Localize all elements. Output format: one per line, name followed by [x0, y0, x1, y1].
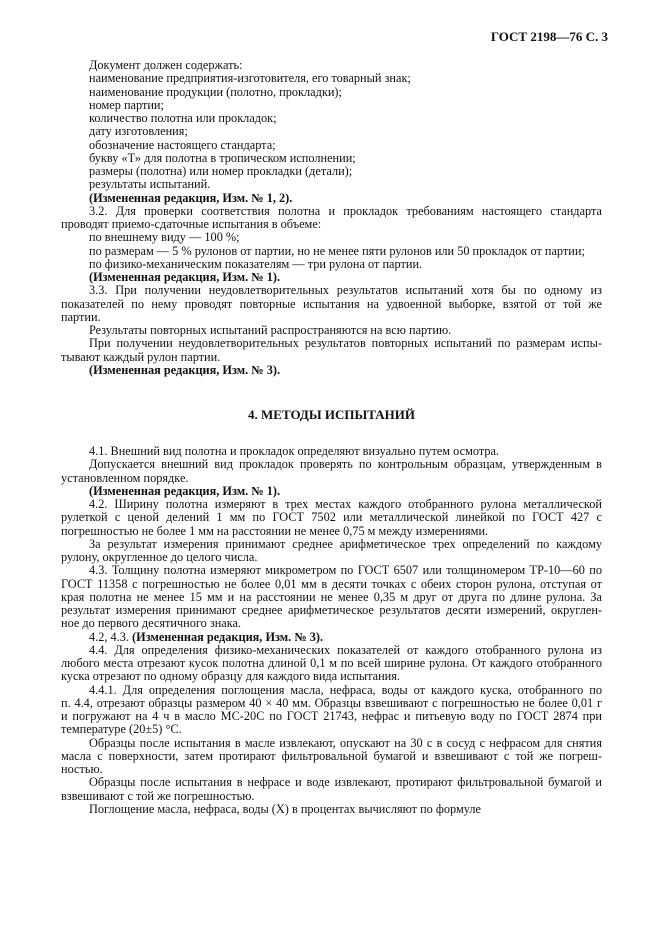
line-text: ностью. — [61, 762, 103, 776]
line-text: наименование продукции (полотно, прокладки); — [89, 84, 342, 99]
paragraph — [61, 324, 602, 337]
text-line — [61, 59, 602, 72]
text-line — [61, 803, 602, 816]
paragraph — [61, 125, 602, 138]
amendment-note — [61, 485, 602, 498]
line-text: букву «Т» для полотна в тропическом исполнении; — [89, 150, 356, 165]
line-text: температуре (20±5) °С. — [61, 722, 182, 737]
line-text: края полотна не менее 15 мм и на расстоянии не менее 0,35 м друг от друга по длине рулона. За — [61, 589, 602, 604]
line-text: по размерам — 5 % рулонов от партии, но не менее пяти рулонов или 50 прокладок от партии; — [89, 243, 585, 258]
line-text: Поглощение масла, нефраса, воды (X) в процентах вычисляют по формуле — [89, 801, 481, 816]
amendment-note — [61, 271, 602, 284]
line-text: Результаты повторных испытаний распространяются на всю партию. — [89, 323, 452, 337]
amendment-note — [61, 192, 602, 205]
line-text: установленном порядке. — [61, 470, 189, 485]
text-line — [61, 763, 602, 776]
text-line — [61, 284, 602, 297]
text-line — [61, 125, 602, 138]
paragraph — [61, 564, 602, 630]
paragraph — [61, 86, 602, 99]
line-text: дату изготовления; — [89, 124, 188, 139]
section-heading: 4. МЕТОДЫ ИСПЫТАНИЙ — [248, 407, 415, 422]
line-text: и погружают на 4 ч в масло МС-20С по ГОСТ 21743, нефрас и питьевую воду по ГОСТ 2874 при — [61, 709, 602, 723]
text-line — [61, 776, 602, 789]
amendment-note — [61, 364, 602, 377]
page-header: ГОСТ 2198—76 С. 3 — [490, 29, 608, 44]
paragraph — [61, 72, 602, 85]
paragraph — [61, 59, 602, 72]
line-text: 4.4. Для определения физико-механических показателей от каждого отобранного рулона из — [89, 642, 602, 657]
clause-ref: 4.2, 4.3. — [89, 629, 133, 644]
document-body — [61, 59, 602, 816]
text-line — [61, 710, 602, 723]
paragraph — [61, 178, 602, 191]
text-line — [61, 750, 602, 763]
text-line — [61, 178, 602, 191]
paragraph — [61, 737, 602, 777]
text-line — [61, 485, 602, 498]
line-text: (Измененная редакция, Изм. № 3). — [89, 362, 281, 377]
line-text: проводят приемо-сдаточные испытания в объеме: — [61, 217, 322, 231]
paragraph — [61, 165, 602, 178]
paragraph — [61, 245, 602, 258]
text-line — [61, 790, 602, 803]
line-text: показателей по нему проводят повторные испытания на удвоенной выборке, взятой от той же — [61, 296, 602, 311]
line-text: ГОСТ 11358 с погрешностью не более 0,01 мм в десяти точках с обеих сторон рулона, отступая от — [61, 576, 602, 591]
text-line — [61, 578, 602, 591]
text-line — [61, 657, 602, 670]
paragraph — [61, 445, 602, 458]
text-line — [61, 324, 602, 337]
line-text: 3.2. Для проверки соответствия полотна и прокладок требованиям настоящего стандарта — [89, 203, 602, 218]
text-line — [61, 139, 602, 152]
text-line — [61, 192, 602, 205]
text-line — [61, 723, 602, 736]
line-text: количество полотна или прокладок; — [89, 111, 277, 125]
line-text: (Измененная редакция, Изм. № 1, 2). — [89, 190, 293, 205]
text-line — [61, 670, 602, 683]
text-line — [61, 231, 602, 244]
paragraph — [61, 458, 602, 485]
text-line — [61, 564, 602, 577]
paragraph — [61, 803, 602, 816]
text-line — [61, 86, 602, 99]
text-line — [61, 551, 602, 564]
line-text: погрешностью не более 1 мм на расстоянии не менее 0,75 м между измерениями. — [61, 523, 489, 538]
line-text: 4.4.1. Для определения поглощения масла, нефраса, воды от каждого куска, отобранного по — [89, 682, 602, 697]
text-line — [61, 631, 602, 644]
line-text: 4.2. Ширину полотна измеряют в трех местах каждого отобранного рулона металлической — [89, 497, 602, 511]
line-text: по физико-механическим показателям — три рулона от партии. — [89, 256, 423, 271]
line-text: обозначение настоящего стандарта; — [89, 137, 276, 152]
line-text: размеры (полотна) или номер прокладки (детали); — [89, 164, 353, 178]
text-line — [61, 351, 602, 364]
text-line — [61, 684, 602, 697]
paragraph — [61, 684, 602, 737]
text-line — [61, 604, 602, 617]
paragraph — [61, 152, 602, 165]
paragraph — [61, 205, 602, 232]
line-text: наименование предприятия-изготовителя, его товарный знак; — [89, 71, 411, 86]
line-text: Допускается внешний вид прокладок проверять по контрольным образцам, утвержденным в — [89, 457, 602, 472]
text-line — [61, 245, 602, 258]
text-line — [61, 511, 602, 524]
paragraph — [61, 538, 602, 565]
line-text: 3.3. При получении неудовлетворительных результатов испытаний хотя бы по одному из — [89, 283, 602, 298]
line-text: За результат измерения принимают среднее арифметическое трех определений по каждому — [89, 536, 602, 551]
line-text: Документ должен содержать: — [89, 58, 243, 72]
text-line — [61, 737, 602, 750]
text-line — [61, 617, 602, 630]
line-text: тывают каждый рулон партии. — [61, 349, 221, 364]
line-text: (Измененная редакция, Изм. № 1). — [89, 483, 281, 498]
line-text: масла с поверхности, затем протирают фильтровальной бумагой и взвешивают с той же погреш- — [61, 748, 602, 763]
line-text: п. 4.4, отрезают образцы размером 40 × 40 мм. Образцы взвешивают с погрешностью не более 0,01 г — [61, 695, 602, 710]
paragraph — [61, 284, 602, 324]
line-text: рулону, округленное до целого числа. — [61, 550, 258, 564]
paragraph — [61, 231, 602, 244]
text-line — [61, 152, 602, 165]
line-text: куска отрезают по одному образцу для каждого вида испытания. — [61, 669, 400, 684]
line-text: взвешивают с той же погрешностью. — [61, 788, 255, 803]
paragraph — [61, 776, 602, 803]
text-line — [61, 697, 602, 710]
text-line — [61, 525, 602, 538]
line-text: партии. — [61, 309, 101, 324]
text-line — [61, 538, 602, 551]
line-text: любого места отрезают кусок полотна длиной 0,1 м по всей ширине рулона. От каждого отобранного — [61, 656, 602, 670]
line-text: При получении неудовлетворительных результатов повторных испытаний по размерам испы- — [89, 336, 602, 351]
paragraph — [61, 337, 602, 364]
text-line — [61, 445, 602, 458]
line-text: (Измененная редакция, Изм. № 3). — [132, 629, 324, 644]
line-text: (Измененная редакция, Изм. № 1). — [89, 270, 281, 284]
text-line — [61, 458, 602, 471]
line-text: Образцы после испытания в масле извлекают, опускают на 30 с в сосуд с нефрасом для снятия — [89, 735, 602, 750]
paragraph — [61, 139, 602, 152]
text-line — [61, 298, 602, 311]
text-line — [61, 472, 602, 485]
paragraph — [61, 99, 602, 112]
text-line — [61, 218, 602, 231]
text-line — [61, 99, 602, 112]
text-line — [61, 644, 602, 657]
text-line — [61, 271, 602, 284]
line-text: 4.1. Внешний вид полотна и прокладок определяют визуально путем осмотра. — [89, 444, 500, 458]
text-line — [61, 165, 602, 178]
line-text: по внешнему виду — 100 %; — [89, 230, 240, 245]
text-line — [61, 205, 602, 218]
text-line — [61, 112, 602, 125]
text-line — [61, 311, 602, 324]
line-text: Образцы после испытания в нефрасе и воде извлекают, протирают фильтровальной бумагой и — [89, 775, 602, 790]
line-text: результаты испытаний. — [89, 177, 211, 192]
text-line — [61, 258, 602, 271]
amendment-note — [61, 631, 602, 644]
text-line — [61, 364, 602, 377]
paragraph — [61, 644, 602, 684]
text-line — [61, 498, 602, 511]
text-line — [61, 591, 602, 604]
text-line — [61, 72, 602, 85]
paragraph — [61, 112, 602, 125]
text-line — [61, 337, 602, 350]
line-text: рулеткой с ценой делений 1 мм по ГОСТ 7502 или металлической линейкой по ГОСТ 427 с — [61, 510, 602, 525]
line-text: результат измерения принимают среднее арифметическое результатов десяти измерений, округлен- — [61, 603, 602, 617]
line-text: номер партии; — [89, 97, 164, 112]
paragraph — [61, 258, 602, 271]
paragraph — [61, 498, 602, 538]
line-text: 4.3. Толщину полотна измеряют микрометром по ГОСТ 6507 или толщиномером ТР-10—60 по — [89, 563, 602, 578]
line-text: ное до первого десятичного знака. — [61, 616, 242, 631]
